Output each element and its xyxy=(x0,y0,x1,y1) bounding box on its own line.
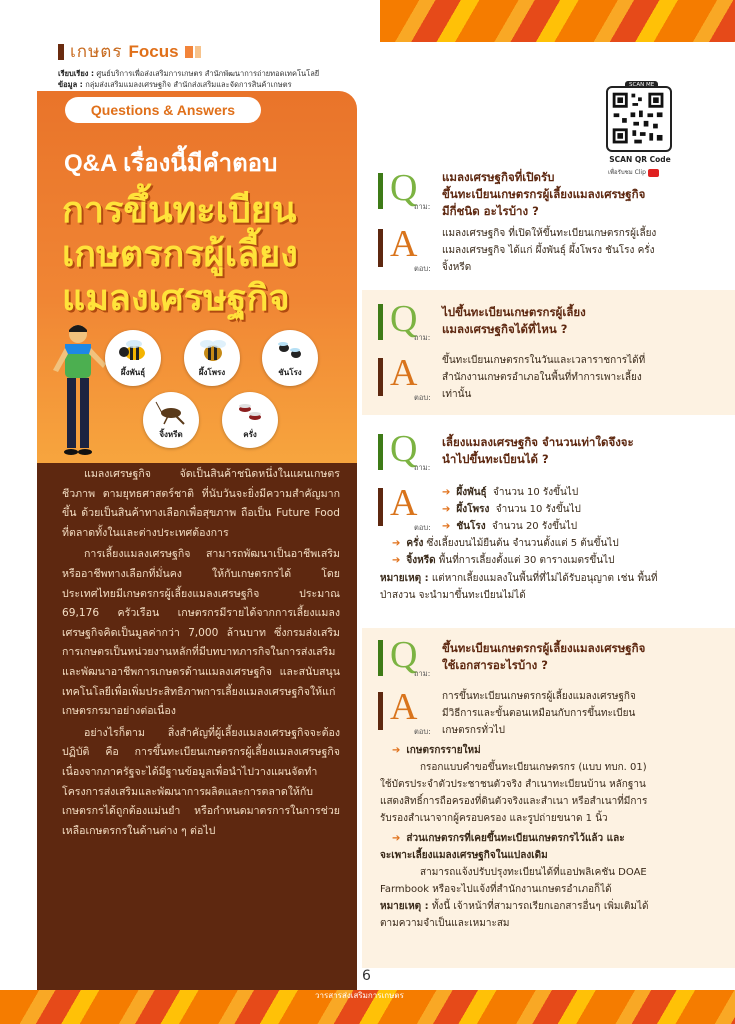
insect-label: จิ้งหรีด xyxy=(159,429,183,439)
insect-label: ผึ้งพันธุ์ xyxy=(120,367,146,377)
note-line: ทั้งนี้ เจ้าหน้าที่สามารถเรียกเอกสารอื่นๆ เพิ่มเติมได้ xyxy=(431,901,649,912)
question-line: มีกี่ชนิด อะไรบ้าง ? xyxy=(442,204,539,218)
a-tag: ตอบ: xyxy=(414,264,431,273)
qa-item-4 xyxy=(362,628,735,968)
question-line: ขึ้นทะเบียนเกษตรกรผู้เลี้ยงแมลงเศรษฐกิจ xyxy=(442,187,646,201)
q-tag: ถาม: xyxy=(414,669,431,678)
honeybee-icon xyxy=(116,338,150,364)
answer-line: สำนักงานเกษตรอำเภอในพื้นที่ทำการเพาะเลี้ยง xyxy=(442,372,642,383)
answer-line: เกษตรกรทั่วไป xyxy=(442,725,505,736)
question-line: ใช้เอกสารอะไรบ้าง ? xyxy=(442,658,548,672)
list-item xyxy=(442,484,581,501)
section-header xyxy=(58,38,319,90)
item-detail: จำนวน 10 รังขึ้นไป xyxy=(493,487,579,498)
arrow-icon: ➔ xyxy=(442,504,451,515)
answer xyxy=(442,688,636,739)
a-letter: A xyxy=(390,223,418,265)
answer xyxy=(442,225,656,276)
insect-label: ชันโรง xyxy=(278,367,302,377)
a-tag: ตอบ: xyxy=(414,393,431,402)
arrow-icon: ➔ xyxy=(442,521,451,532)
item-name: ชันโรง xyxy=(456,521,486,532)
insect-asian-bee xyxy=(184,330,240,386)
answer-line: มีวิธีการและขั้นตอนเหมือนกับการขึ้นทะเบียน xyxy=(442,708,636,719)
answer xyxy=(442,352,645,403)
question-line: แมลงเศรษฐกิจได้ที่ไหน ? xyxy=(442,322,568,336)
new-farmer-text xyxy=(380,759,730,827)
insect-honeybee xyxy=(105,330,161,386)
insect-lac xyxy=(222,392,278,448)
a-tag: ตอบ: xyxy=(414,523,431,532)
title-square-mark-light xyxy=(195,46,201,58)
arrow-icon: ➔ xyxy=(392,555,401,566)
insect-label: ผึ้งโพรง xyxy=(198,367,226,377)
qa-item-1 xyxy=(362,165,735,287)
item-name: ครั่ง xyxy=(406,538,424,549)
item-name: ผึ้งพันธุ์ xyxy=(456,487,487,498)
body-paragraph: อย่างไรก็ตาม สิ่งสำคัญที่ผู้เลี้ยงแมลงเศรษฐกิจจะต้องปฏิบัติ คือ การขึ้นทะเบียนเกษตรกรผู้เลี้ยงแมลงเศรษฐกิจ เนื่องจากภาครัฐจะได้มีฐานข้อมูลเพื่อนำไปวางแผนจัดทำโครงการส่งเสริมและพัฒนาการผลิตและการตลาดให้กับเกษตรกรได้ถูกต้องแม่นยำ หรือกำหนดมาตรการในการช่วยเหลือเกษตรกรในด้านต่าง ๆ ต่อไป xyxy=(62,726,340,837)
farmer-illustration xyxy=(48,322,110,462)
question xyxy=(442,304,586,338)
qr-label: SCAN QR Code xyxy=(609,155,671,164)
hero-title-line: เกษตรกรผู้เลี้ยง xyxy=(62,233,298,274)
existing-line: สามารถแจ้งปรับปรุงทะเบียนได้ที่แอปพลิเคชัน DOAE xyxy=(420,867,647,878)
q-mark xyxy=(378,434,383,470)
q-letter: Q xyxy=(390,634,418,676)
item-name: จิ้งหรีด xyxy=(406,555,436,566)
answer-line: การขึ้นทะเบียนเกษตรกรผู้เลี้ยงแมลงเศรษฐกิจ xyxy=(442,691,636,702)
lac-insect-icon xyxy=(233,400,267,426)
question xyxy=(442,169,645,220)
insect-stingless-bee xyxy=(262,330,318,386)
title-bar-mark xyxy=(58,44,64,60)
q-letter: Q xyxy=(390,428,418,470)
answer-list xyxy=(442,484,581,535)
q-letter: Q xyxy=(390,298,418,340)
a-mark xyxy=(378,358,383,396)
q-mark xyxy=(378,304,383,340)
list-item xyxy=(392,552,619,569)
new-farmer-section xyxy=(392,742,722,759)
answer-list-cont xyxy=(392,535,619,569)
note-label: หมายเหตุ : xyxy=(380,901,429,912)
arrow-icon: ➔ xyxy=(392,538,401,549)
section-prefix: เกษตร xyxy=(70,42,123,61)
section-title xyxy=(58,38,319,65)
credit-writer: ศูนย์บริการเพื่อส่งเสริมการเกษตร สำนักพัฒนาการถ่ายทอดเทคโนโลยี xyxy=(96,69,320,78)
section-suffix: Focus xyxy=(128,41,179,61)
question-line: แมลงเศรษฐกิจที่เปิดรับ xyxy=(442,170,555,184)
new-farmer-heading: เกษตรกรรายใหม่ xyxy=(406,745,481,756)
a-letter: A xyxy=(390,482,418,524)
hero-title-line: แมลงเศรษฐกิจ xyxy=(62,277,290,318)
note-label: หมายเหตุ : xyxy=(380,573,429,584)
question-line: ขึ้นทะเบียนเกษตรกรผู้เลี้ยงแมลงเศรษฐกิจ xyxy=(442,641,646,655)
existing-farmer-section xyxy=(392,830,732,847)
body-text xyxy=(62,465,340,843)
qa-pill: Questions & Answers xyxy=(65,97,261,123)
q-mark xyxy=(378,640,383,676)
bee-icon xyxy=(195,338,229,364)
magazine-name: วารสารส่งเสริมการเกษตร xyxy=(315,991,404,1000)
top-decorative-stripes xyxy=(380,0,735,42)
page-number: 6 xyxy=(362,968,371,984)
q-letter: Q xyxy=(390,167,418,209)
a-tag: ตอบ: xyxy=(414,727,431,736)
item-detail: ซึ่งเลี้ยงบนไม้ยืนต้น จำนวนตั้งแต่ 5 ต้นขึ้นไป xyxy=(426,538,619,549)
credit-data: กลุ่มส่งเสริมแมลงเศรษฐกิจ สำนักส่งเสริมและจัดการสินค้าเกษตร xyxy=(85,80,292,89)
question xyxy=(442,640,645,674)
stingless-bee-icon xyxy=(273,338,307,364)
item-name: ผึ้งโพรง xyxy=(456,504,490,515)
cricket-icon xyxy=(154,400,188,426)
title-square-mark xyxy=(185,46,193,58)
question-line: นำไปขึ้นทะเบียนได้ ? xyxy=(442,452,549,466)
answer-line: แมลงเศรษฐกิจ ที่เปิดให้ขึ้นทะเบียนเกษตรกรผู้เลี้ยง xyxy=(442,228,657,239)
insect-label: ครั่ง xyxy=(243,429,257,439)
qa-item-3 xyxy=(362,422,735,622)
new-farmer-line: กรอกแบบคำขอขึ้นทะเบียนเกษตรกร (แบบ ทบก. 01) xyxy=(420,762,647,773)
note-line: แต่หากเลี้ยงแมลงในพื้นที่ที่ไม่ได้รับอนุญาต เช่น พื้นที่ xyxy=(431,573,658,584)
a-letter: A xyxy=(390,686,418,728)
new-farmer-line: รับรองสำเนาจากผู้ครอบครอง และรูปถ่ายขนาด 1 นิ้ว xyxy=(380,813,608,824)
existing-farmer-text xyxy=(380,847,730,932)
answer-line: แมลงเศรษฐกิจ ได้แก่ ผึ้งพันธุ์ ผึ้งโพรง ชันโรง ครั่ง xyxy=(442,245,655,256)
question-line: ไปขึ้นทะเบียนเกษตรกรผู้เลี้ยง xyxy=(442,305,586,319)
q-tag: ถาม: xyxy=(414,202,431,211)
hero-title xyxy=(62,188,298,320)
note-line: ป่าสงวน จะนำมาขึ้นทะเบียนไม่ได้ xyxy=(380,590,526,601)
hero-subtitle: Q&A เรื่องนี้มีคำตอบ xyxy=(64,150,278,177)
a-mark xyxy=(378,229,383,267)
qr-badge: SCAN ME xyxy=(625,81,658,89)
qa-item-2 xyxy=(362,290,735,415)
answer-line: ขึ้นทะเบียนเกษตรกรในวันและเวลาราชการได้ที่ xyxy=(442,355,646,366)
existing-heading: จะเพาะเลี้ยงแมลงเศรษฐกิจในแปลงเดิม xyxy=(380,850,548,861)
arrow-icon: ➔ xyxy=(442,487,451,498)
qr-sub-text: เพื่อรับชม Clip xyxy=(608,169,646,176)
new-farmer-line: แสดงสิทธิ์การถือครองที่ดินตัวจริงและสำเนา หรือสำเนาที่มีการ xyxy=(380,796,648,807)
a-mark xyxy=(378,488,383,526)
list-item xyxy=(442,501,581,518)
note-line: ตามความจำเป็นและเหมาะสม xyxy=(380,918,510,929)
question xyxy=(442,434,634,468)
insect-cricket xyxy=(143,392,199,448)
qr-code[interactable] xyxy=(606,86,672,152)
new-farmer-line: ใช้บัตรประจำตัวประชาชนตัวจริง สำเนาทะเบียนบ้าน หลักฐาน xyxy=(380,779,646,790)
credit-data-label: ข้อมูล : xyxy=(58,80,83,89)
question-line: เลี้ยงแมลงเศรษฐกิจ จำนวนเท่าใดจึงจะ xyxy=(442,435,634,449)
credit-writer-label: เรียบเรียง : xyxy=(58,69,95,78)
a-letter: A xyxy=(390,352,418,394)
q-tag: ถาม: xyxy=(414,333,431,342)
list-item xyxy=(392,535,619,552)
a-mark xyxy=(378,692,383,730)
credits xyxy=(58,68,319,90)
body-paragraph: แมลงเศรษฐกิจ จัดเป็นสินค้าชนิดหนึ่งในแผนเกษตรชีวภาพ ตามยุทธศาสตร์ชาติ ที่นับวันจะยิ่งมีความสำคัญมากขึ้น ด้วยเป็นสินค้าทางเลือกเพื่อสุขภาพ ถือเป็น Future Food ที่ตลาดทั้งในและต่างประเทศต้องการ xyxy=(62,468,340,539)
list-item xyxy=(442,518,581,535)
q-mark xyxy=(378,173,383,209)
hero-title-line: การขึ้นทะเบียน xyxy=(62,189,297,230)
answer-line: เท่านั้น xyxy=(442,389,472,400)
item-detail: จำนวน 10 รังขึ้นไป xyxy=(495,504,581,515)
q-tag: ถาม: xyxy=(414,463,431,472)
item-detail: พื้นที่การเลี้ยงตั้งแต่ 30 ตารางเมตรขึ้นไป xyxy=(438,555,615,566)
item-detail: จำนวน 20 รังขึ้นไป xyxy=(492,521,578,532)
answer-line: จิ้งหรีด xyxy=(442,262,472,273)
existing-line: Farmbook หรือจะไปแจ้งที่สำนักงานเกษตรอำเภอก็ได้ xyxy=(380,884,612,895)
body-paragraph: การเลี้ยงแมลงเศรษฐกิจ สามารถพัฒนาเป็นอาชีพเสริมหรืออาชีพทางเลือกที่มั่นคง ให้กับเกษตรกรได้ โดยประเทศไทยมีเกษตรกรผู้เลี้ยงแมลงเศรษฐกิจ ประมาณ 69,176 ครัวเรือน เกษตรกรมีรายได้จากการเลี้ยงแมลงเศรษฐกิจคิดเป็นมูลค่ากว่า 7,000 ล้านบาท ซึ่งกรมส่งเสริมการเกษตรเป็นหน่วยงานหลักที่มีบทบาทภารกิจในการส่งเสริมและพัฒนาอาชีพการเกษตรด้านแมลงเศรษฐกิจ และสนับสนุนเทคโนโลยีเพื่อเพิ่มประสิทธิภาพการเลี้ยงแมลงเศรษฐกิจให้แก่เกษตรกรมาอย่างต่อเนื่อง xyxy=(62,548,340,718)
arrow-icon: ➔ xyxy=(392,833,401,844)
arrow-icon: ➔ xyxy=(392,745,401,756)
existing-heading: ส่วนเกษตรกรที่เคยขึ้นทะเบียนเกษตรกรไว้แล้ว และ xyxy=(406,833,625,844)
note xyxy=(380,570,730,604)
